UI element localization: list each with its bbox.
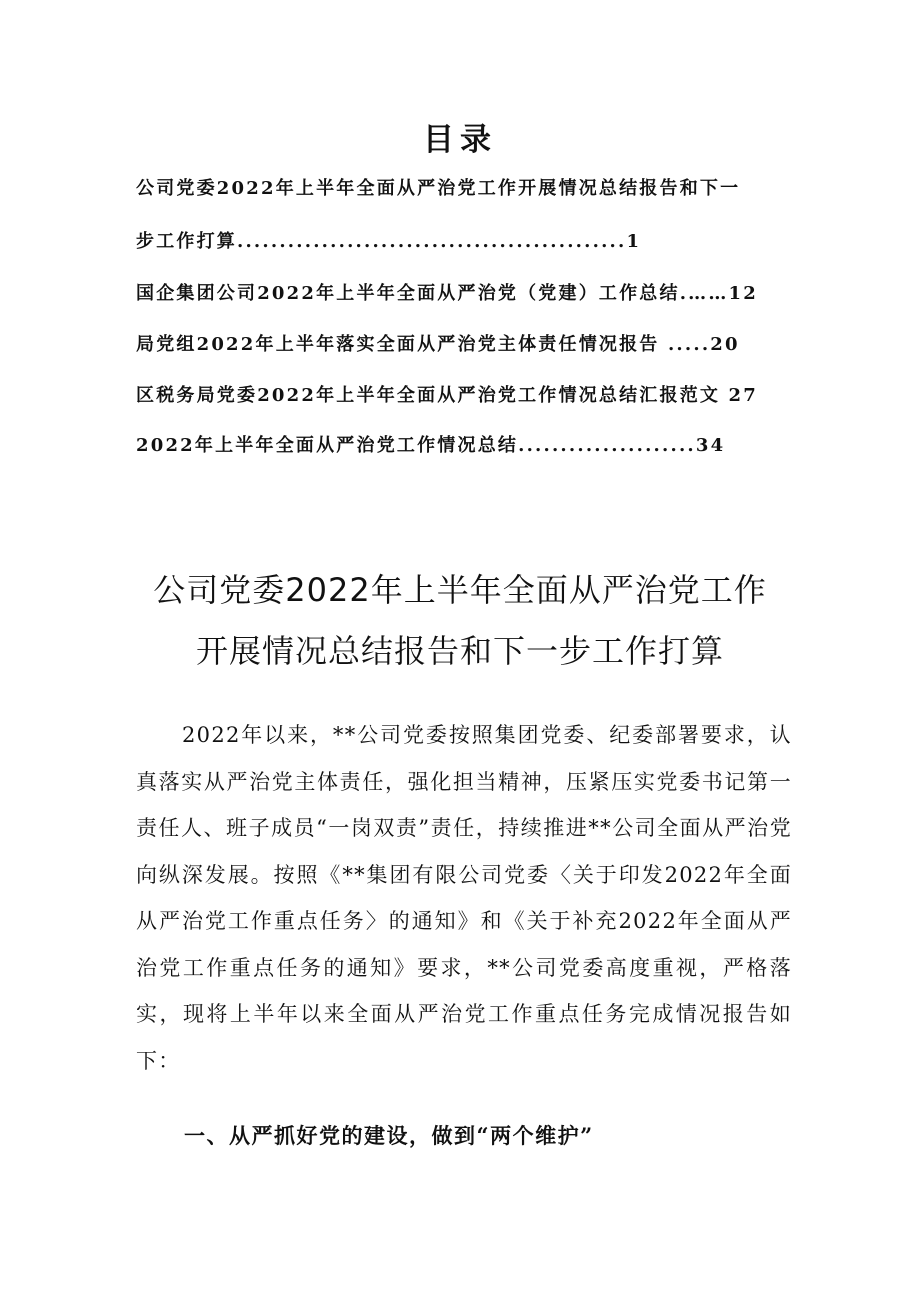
body-paragraph: 2022年以来，**公司党委按照集团党委、纪委部署要求，认真落实从严治党主体责任，强化担当精神，压紧压实党委书记第一责任人、班子成员“一岗双责”责任，持续推进**公司全面从严治党向纵深发展。按照《**集团有限公司党委〈关于印发2022年全面从严治党工作重点任务〉的通知》和《关于补充2022年全面从严治党工作重点任务的通知》要求，**公司党委高度重视，严格落实，现将上半年以来全面从严治党工作重点任务完成情况报告如下： [136, 723, 792, 1073]
document-title-line-2: 开展情况总结报告和下一步工作打算 [195, 632, 724, 670]
toc-title: 目录 [423, 122, 497, 158]
toc-entry-1-line-1[interactable]: 公司党委2022年上半年全面从严治党工作开展情况总结报告和下一 [136, 178, 741, 199]
toc-entry-3[interactable]: 局党组2022年上半年落实全面从严治党主体责任情况报告 .....20 [136, 334, 740, 355]
toc-entry-1-line-2[interactable]: 步工作打算..............................................1 [136, 231, 642, 252]
section-heading: 一、从严抓好党的建设，做到“两个维护” [184, 1123, 594, 1148]
toc-entry-2[interactable]: 国企集团公司2022年上半年全面从严治党（党建）工作总结.……12 [136, 283, 759, 304]
toc-entry-5[interactable]: 2022年上半年全面从严治党工作情况总结.....................34 [136, 435, 726, 456]
toc-entry-4[interactable]: 区税务局党委2022年上半年全面从严治党工作情况总结汇报范文 27 [136, 385, 759, 406]
document-title-line-1: 公司党委2022年上半年全面从严治党工作 [153, 571, 767, 609]
